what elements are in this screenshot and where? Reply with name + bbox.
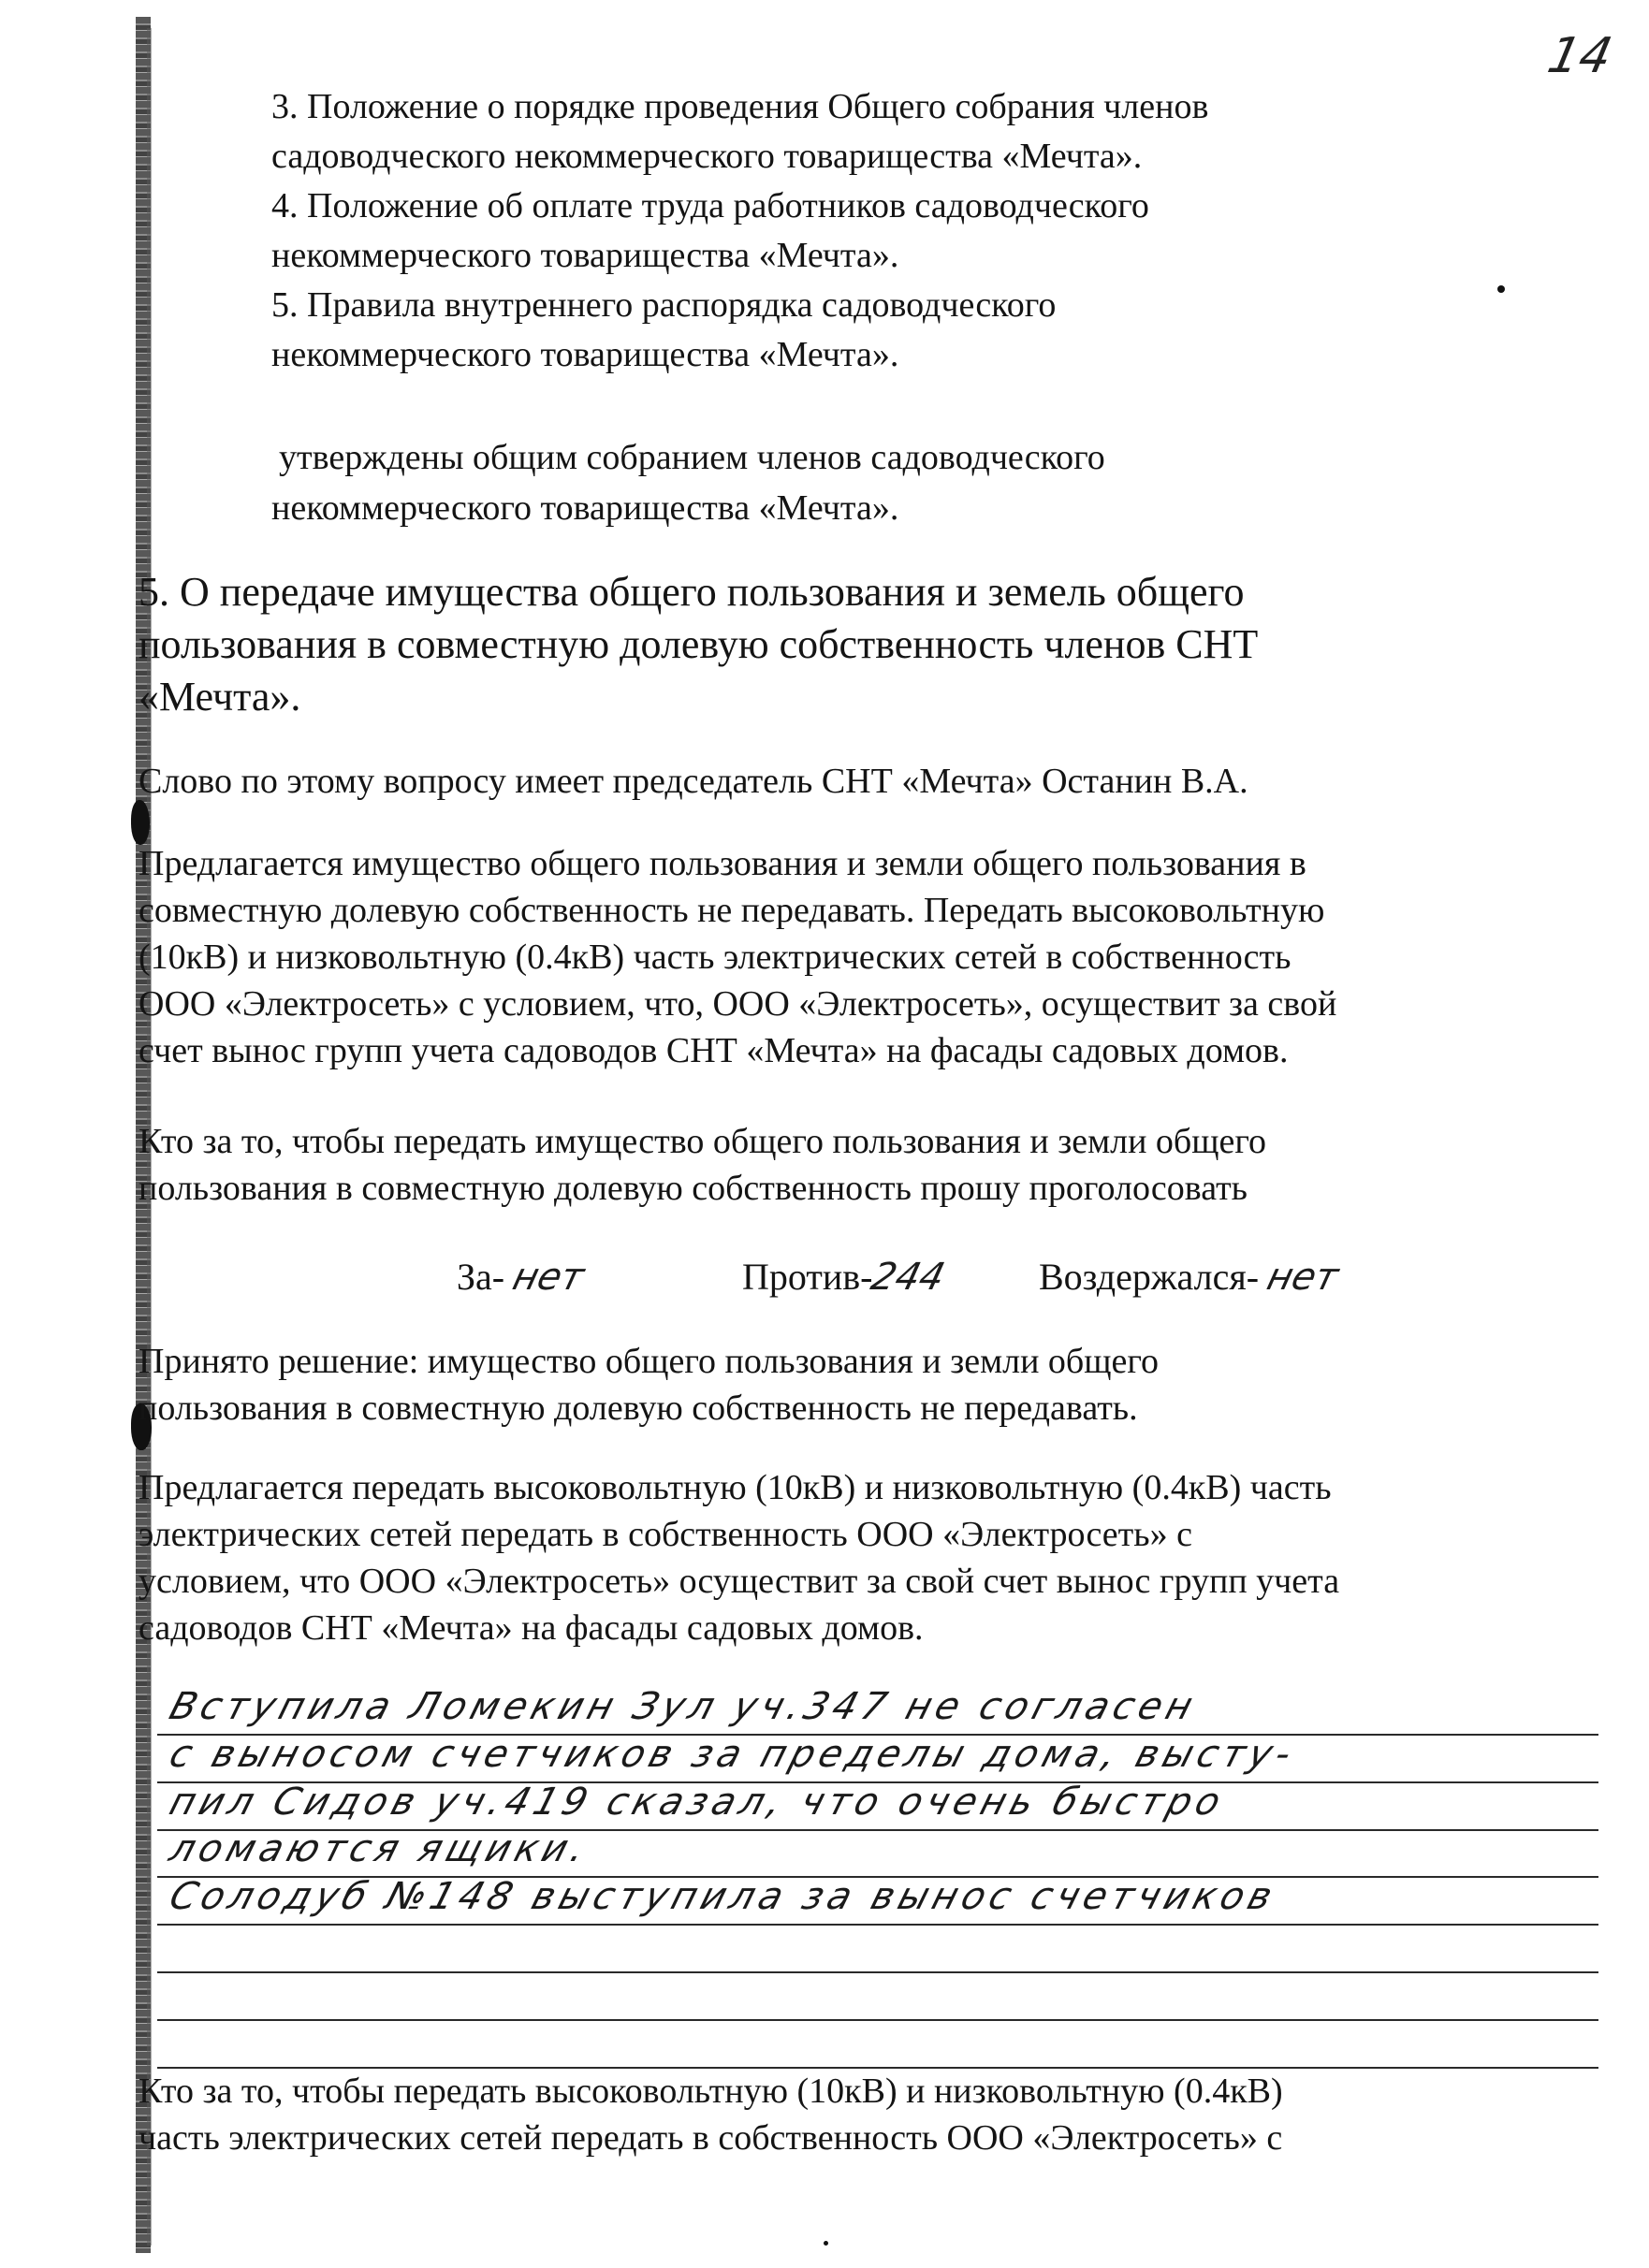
paragraph-line: условием, что ООО «Электросеть» осуществит за свой счет вынос групп учета	[139, 1562, 1340, 1601]
list-line: 5. Правила внутреннего распорядка садоводческого	[271, 285, 1057, 325]
handwritten-line: ломаются ящики.	[165, 1827, 595, 1870]
vote-against-value: 244	[867, 1256, 950, 1299]
vote-for-value: нет	[508, 1256, 589, 1299]
vote-abstain	[1039, 1254, 1343, 1301]
ruled-line	[157, 1971, 1598, 1973]
vote-against-label: Против-	[742, 1256, 873, 1298]
list-line: некоммерческого товарищества «Мечта».	[271, 236, 899, 275]
decision-1	[139, 1338, 1598, 1432]
vote-abstain-label: Воздержался-	[1039, 1256, 1260, 1298]
paragraph-line: Предлагается имущество общего пользования и земли общего пользования в	[139, 844, 1306, 883]
handwritten-line: Солодуб №148 выступила за вынос счетчиков	[165, 1875, 1282, 1918]
page-number: 14	[1542, 28, 1617, 84]
heading-line: 5. О передаче имущества общего пользования и земель общего	[139, 569, 1245, 615]
vote-call-2	[139, 2068, 1598, 2161]
paragraph-line: часть электрических сетей передать в собственность ООО «Электросеть» с	[139, 2118, 1283, 2158]
paragraph-line: Принято решение: имущество общего пользования и земли общего	[139, 1342, 1160, 1381]
paragraph-line: ООО «Электросеть» с условием, что, ООО «Электросеть», осуществит за свой	[139, 984, 1337, 1024]
list-line: 3. Положение о порядке проведения Общего собрания членов	[271, 87, 1209, 126]
vote-abstain-value: нет	[1262, 1256, 1343, 1299]
vote-for-label: За-	[457, 1256, 505, 1298]
paragraph-line: садоводов СНТ «Мечта» на фасады садовых домов.	[139, 1608, 924, 1648]
list-line: некоммерческого товарищества «Мечта».	[271, 335, 899, 374]
proposal-1	[139, 840, 1598, 1074]
paragraph-line: пользования в совместную долевую собственность прошу проголосовать	[139, 1169, 1248, 1208]
approved-line: утверждены общим собранием членов садоводческого	[279, 438, 1105, 477]
vote-call-1	[139, 1118, 1598, 1212]
heading-line: пользования в совместную долевую собственность членов СНТ	[139, 621, 1259, 667]
list-line: садоводческого некоммерческого товарищества «Мечта».	[271, 137, 1143, 176]
handwritten-line: с выносом счетчиков за пределы дома, высту-	[165, 1733, 1301, 1776]
paragraph-line: электрических сетей передать в собственность ООО «Электросеть» с	[139, 1515, 1192, 1554]
approved-statement	[271, 432, 1488, 533]
paragraph-line: Кто за то, чтобы передать имущество общего пользования и земли общего	[139, 1122, 1267, 1161]
scan-mark	[131, 800, 150, 845]
paragraph-line: счет вынос групп учета садоводов СНТ «Мечта» на фасады садовых домов.	[139, 1031, 1289, 1070]
section-heading	[139, 566, 1496, 723]
paragraph-line: Кто за то, чтобы передать высоковольтную (10кВ) и низковольтную (0.4кВ)	[139, 2072, 1283, 2111]
scan-dot	[824, 2241, 828, 2246]
ruled-line	[157, 1924, 1598, 1926]
speaker-line	[139, 758, 1598, 805]
paragraph-line: (10кВ) и низковольтную (0.4кВ) часть электрических сетей в собственность	[139, 938, 1291, 977]
documents-list	[271, 82, 1563, 380]
handwritten-line: пил Сидов уч.419 сказал, что очень быстро	[165, 1781, 1231, 1824]
paragraph-line: Предлагается передать высоковольтную (10кВ) и низковольтную (0.4кВ) часть	[139, 1468, 1332, 1507]
handwritten-line: Вступила Ломекин Зул уч.347 не согласен	[165, 1685, 1203, 1728]
paragraph-line: пользования в совместную долевую собственность не передавать.	[139, 1388, 1138, 1428]
proposal-2	[139, 1464, 1598, 1651]
vote-for	[457, 1254, 589, 1301]
vote-against	[742, 1254, 950, 1301]
approved-line: некоммерческого товарищества «Мечта».	[271, 488, 899, 528]
speaker-text: Слово по этому вопросу имеет председатель СНТ «Мечта» Останин В.А.	[139, 762, 1248, 801]
paragraph-line: совместную долевую собственность не передавать. Передать высоковольтную	[139, 891, 1325, 930]
heading-line: «Мечта».	[139, 674, 301, 720]
list-line: 4. Положение об оплате труда работников садоводческого	[271, 186, 1149, 225]
ruled-line	[157, 2019, 1598, 2021]
